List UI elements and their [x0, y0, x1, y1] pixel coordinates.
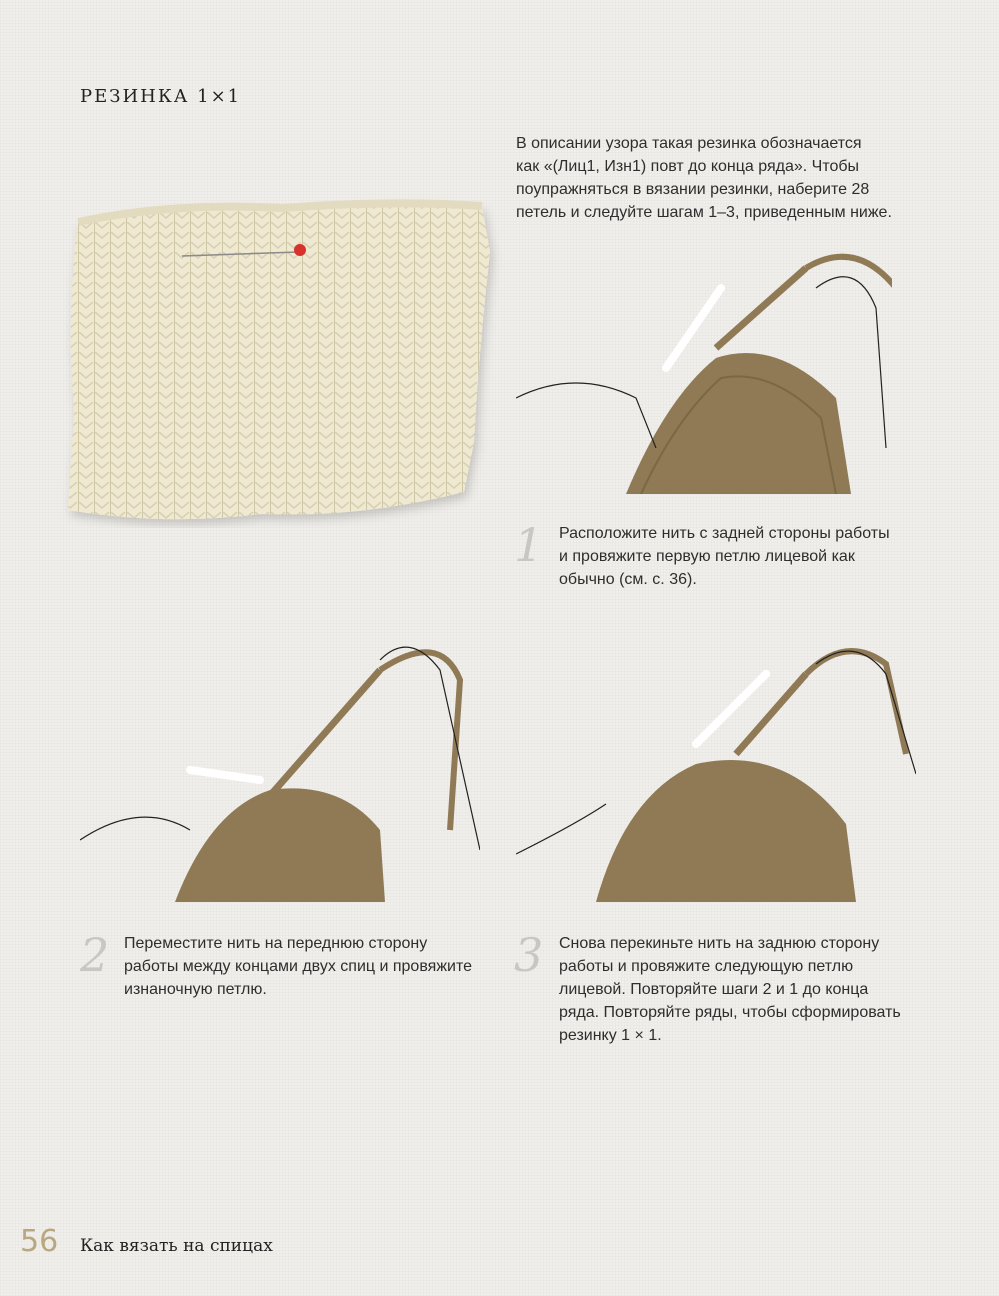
pin-head-icon — [294, 244, 306, 256]
step-line: Снова перекиньте нить на заднюю сторону — [559, 935, 880, 952]
step-line: и провяжите первую петлю лицевой как — [559, 548, 855, 565]
step-2-illustration — [80, 630, 480, 902]
step-2-number: 2 — [80, 928, 110, 982]
step-line: обычно (см. с. 36). — [559, 571, 697, 588]
step-line: работы между концами двух спиц и провяжите — [124, 958, 472, 975]
step-1-number: 1 — [514, 518, 544, 572]
step-line: лицевой. Повторяйте шаги 2 и 1 до конца — [559, 981, 869, 998]
step-line: Переместите нить на переднюю сторону — [124, 935, 428, 952]
step-line: работы и провяжите следующую петлю — [559, 958, 854, 975]
step-3-text — [559, 932, 901, 1047]
step-2-text — [124, 932, 472, 1001]
intro-line: поупражняться в вязании резинки, наберите 28 — [516, 181, 870, 198]
step-line: Расположите нить с задней стороны работы — [559, 525, 890, 542]
section-title: РЕЗИНКА 1×1 — [80, 86, 242, 107]
step-1-illustration — [516, 248, 892, 494]
intro-line: В описании узора такая резинка обозначается — [516, 135, 862, 152]
intro-line: как «(Лиц1, Изн1) повт до конца ряда». Чтобы — [516, 158, 860, 175]
step-3-number: 3 — [514, 928, 544, 982]
intro-text — [516, 132, 916, 224]
step-line: ряда. Повторяйте ряды, чтобы сформировать — [559, 1004, 901, 1021]
ribbing-swatch-photo — [62, 192, 502, 528]
step-3-illustration — [516, 634, 916, 902]
step-line: изнаночную петлю. — [124, 981, 267, 998]
page-number: 56 — [20, 1224, 59, 1259]
step-line: резинку 1 × 1. — [559, 1027, 662, 1044]
step-1-text — [559, 522, 890, 591]
book-title: Как вязать на спицах — [80, 1236, 273, 1256]
intro-line: петель и следуйте шагам 1–3, приведенным ниже. — [516, 204, 892, 221]
